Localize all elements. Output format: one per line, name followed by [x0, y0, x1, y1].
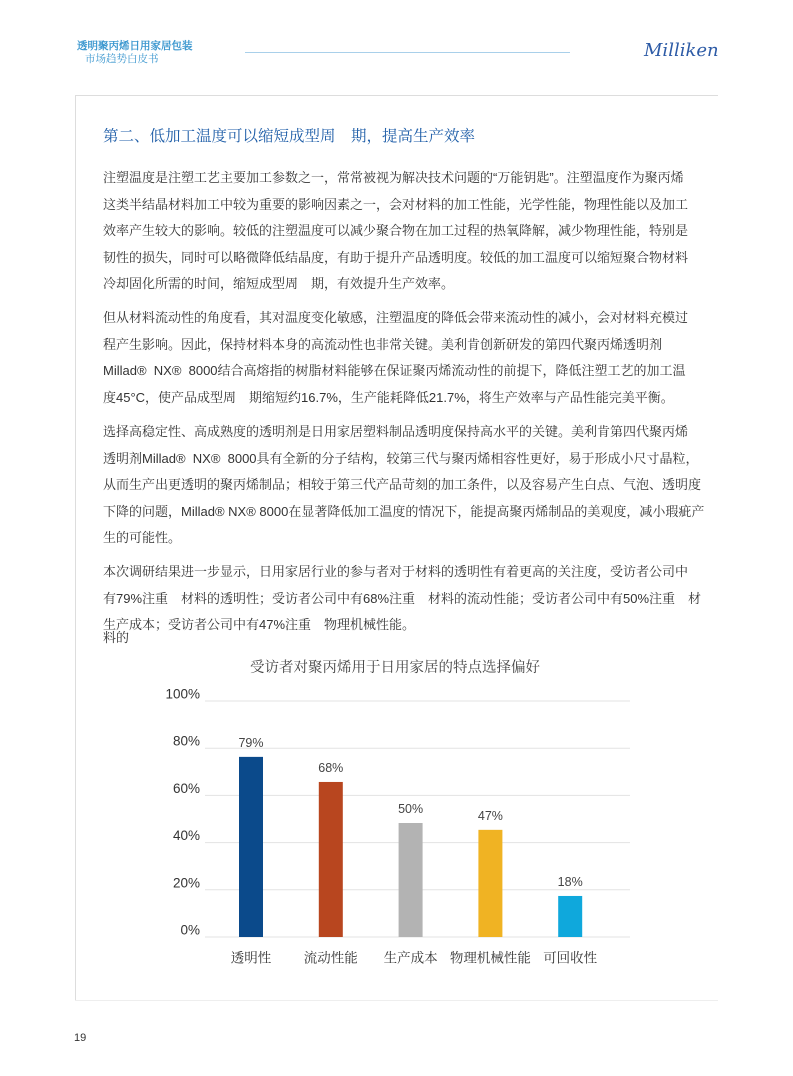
bar-value-label: 68% [318, 760, 344, 775]
y-tick-label: 60% [172, 780, 200, 796]
chart-bar-3 [399, 823, 423, 937]
bar-value-label: 47% [477, 808, 503, 823]
paragraph-line: 生产成本；受访者公司中有47%注重 物理机械性能。 [103, 617, 416, 633]
wrapped-text-fragment: 料的 [103, 630, 130, 645]
report-subtitle: 市场趋势白皮书 [85, 53, 159, 65]
paragraph-line: 这类半结晶材料加工中较为重要的影响因素之一，会对材料的加工性能，光学性能，物理性能以及加工 [103, 196, 689, 212]
paragraph-line: 韧性的损失，同时可以略微降低结晶度，有助于提升产品透明度。较低的加工温度可以缩短聚合物材料 [103, 249, 689, 265]
paragraph-line: 冷却固化所需的时间，缩短成型周 期，有效提升生产效率。 [103, 276, 455, 292]
bar-value-label: 18% [557, 874, 583, 889]
paragraph-line: 度45°C，使产品成型周 期缩短约16.7%，生产能耗降低21.7%，将生产效率与产品性能完美平衡。 [103, 389, 674, 405]
bar-value-label: 79% [238, 735, 264, 750]
y-tick-label: 20% [172, 875, 200, 891]
paragraph-line: 效率产生较大的影响。较低的注塑温度可以减少聚合物在加工过程的热氧降解，减少物理性能，特别是 [103, 223, 689, 239]
frame-left-border [75, 95, 76, 1000]
section-title: 第二、低加工温度可以缩短成型周 期，提高生产效率 [103, 128, 476, 145]
paragraph-2 [103, 305, 688, 411]
category-label: 流动性能 [303, 950, 358, 966]
bar-value-label: 50% [398, 802, 424, 816]
paragraph-line: 程产生影响。因此，保持材料本身的高流动性也非常关键。美利肯创新研发的第四代聚丙烯透明剂 [103, 336, 663, 352]
frame-top-border [75, 95, 718, 96]
y-tick-label: 40% [172, 828, 200, 844]
paragraph-line: 但从材料流动性的角度看，其对温度变化敏感，注塑温度的降低会带来流动性的减小，会对材料充模过 [103, 310, 689, 325]
milliken-logo: Milliken [644, 40, 719, 61]
chart-bar-5 [558, 896, 582, 937]
paragraph-line: 生的可能性。 [103, 530, 182, 546]
page-number: 19 [74, 1032, 87, 1044]
y-tick-label: 0% [180, 922, 200, 938]
paragraph-line: 注塑温度是注塑工艺主要加工参数之一，常常被视为解决技术问题的“万能钥匙”。注塑温度作为聚丙烯 [103, 170, 684, 185]
category-label: 物理机械性能 [449, 950, 531, 966]
category-label: 生产成本 [383, 950, 438, 966]
frame-bottom-border [75, 1000, 718, 1001]
chart-title: 受访者对聚丙烯用于日用家居的特点选择偏好 [250, 660, 540, 676]
paragraph-line: 选择高稳定性、高成熟度的透明剂是日用家居塑料制品透明度保持高水平的关键。美利肯第四代聚丙烯 [103, 424, 689, 439]
y-tick-label: 80% [172, 733, 200, 749]
paragraph-3 [103, 419, 704, 552]
bar-chart-plot [150, 655, 650, 975]
chart-bar-1 [239, 757, 263, 937]
chart-bar-2 [319, 782, 343, 937]
report-title: 透明聚丙烯日用家居包装 [77, 40, 193, 52]
paragraph-line: 有79%注重 材料的透明性；受访者公司中有68%注重 材料的流动性能；受访者公司中有50%注重 材 [103, 590, 702, 606]
paragraph-line: 下降的问题，Millad® NX® 8000在显著降低加工温度的情况下，能提高聚丙烯制品的美观度，减小瑕疵产 [103, 503, 705, 519]
paragraph-line: 透明剂Millad® NX® 8000具有全新的分子结构，较第三代与聚丙烯相容性更好，易于形成小尺寸晶粒， [103, 450, 699, 466]
y-tick-label: 100% [165, 686, 200, 702]
paragraph-line: 从而生产出更透明的聚丙烯制品；相较于第三代产品苛刻的加工条件，以及容易产生白点、气泡、透明度 [103, 477, 702, 493]
category-label: 可回收性 [543, 950, 598, 966]
header-divider [245, 52, 570, 53]
paragraph-4 [103, 559, 701, 639]
chart-bar-4 [478, 830, 502, 937]
paragraph-line: Millad® NX® 8000结合高熔指的树脂材料能够在保证聚丙烯流动性的前提下，降低注塑工艺的加工温 [103, 363, 686, 379]
paragraph-1 [103, 165, 688, 298]
category-label: 透明性 [230, 950, 272, 966]
paragraph-line: 本次调研结果进一步显示，日用家居行业的参与者对于材料的透明性有着更高的关注度，受访者公司中 [103, 564, 689, 579]
